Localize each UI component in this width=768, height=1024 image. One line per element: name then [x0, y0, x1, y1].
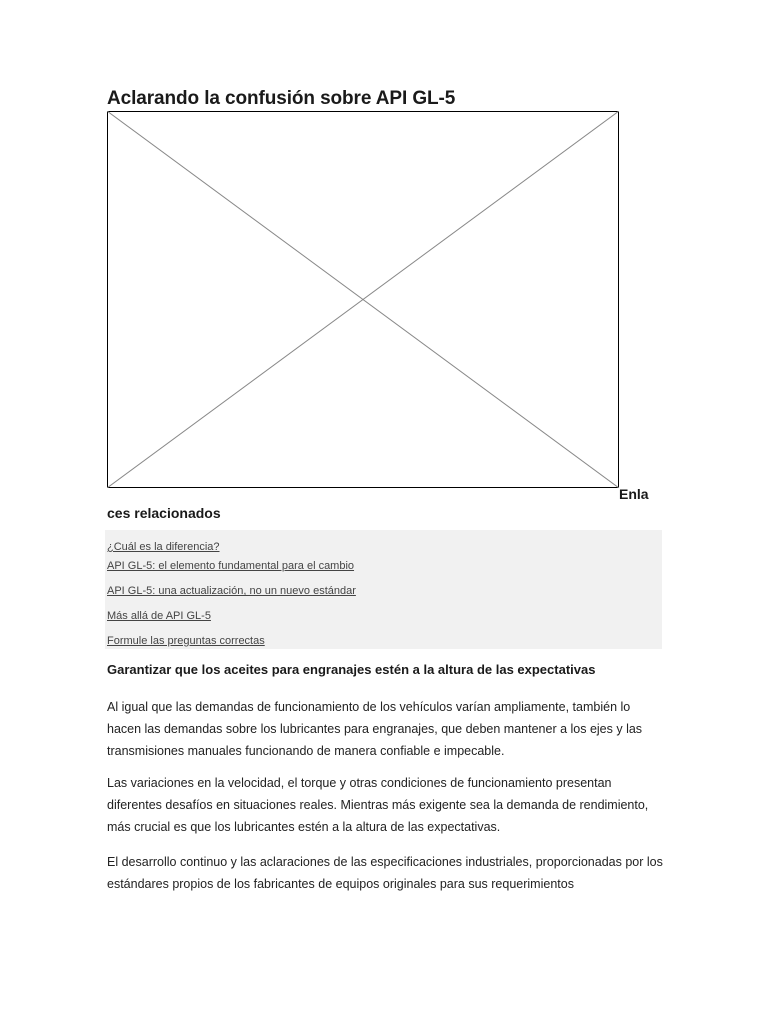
related-link-update[interactable]: API GL-5: una actualización, no un nuevo estándar [107, 585, 356, 597]
paragraph: Al igual que las demandas de funcionamiento de los vehículos varían ampliamente, también lo hacen las demandas sobre los lubricantes para engranajes, que deben mantener a los ejes y las transmisiones manuales funcionando de manera confiable e impecable. [107, 700, 643, 758]
paragraph: El desarrollo continuo y las aclaraciones de las especificaciones industriales, proporcionadas por los estándares propios de los fabricantes de equipos originales para sus requerimientos [107, 855, 663, 891]
section-subheading: Garantizar que los aceites para engranajes estén a la altura de las expectativas [107, 662, 596, 677]
paragraph: Las variaciones en la velocidad, el torque y otras condiciones de funcionamiento presentan diferentes desafíos en situaciones reales. Mientras más exigente sea la demanda de rendimiento, más crucial es que los lubricantes estén a la altura de las expectativas. [107, 776, 649, 834]
related-links-heading-continued: ces relacionados [107, 505, 221, 521]
broken-image-icon [107, 111, 619, 488]
related-link-difference[interactable]: ¿Cuál es la diferencia? [107, 541, 220, 553]
page-title: Aclarando la confusión sobre API GL-5 [107, 88, 456, 109]
related-links-box [105, 530, 662, 649]
related-links-heading: Enla [619, 486, 649, 502]
related-link-questions[interactable]: Formule las preguntas correctas [107, 635, 265, 647]
related-link-beyond[interactable]: Más allá de API GL-5 [107, 610, 211, 622]
image-placeholder [107, 111, 619, 488]
related-link-fundamental[interactable]: API GL-5: el elemento fundamental para el cambio [107, 560, 355, 572]
